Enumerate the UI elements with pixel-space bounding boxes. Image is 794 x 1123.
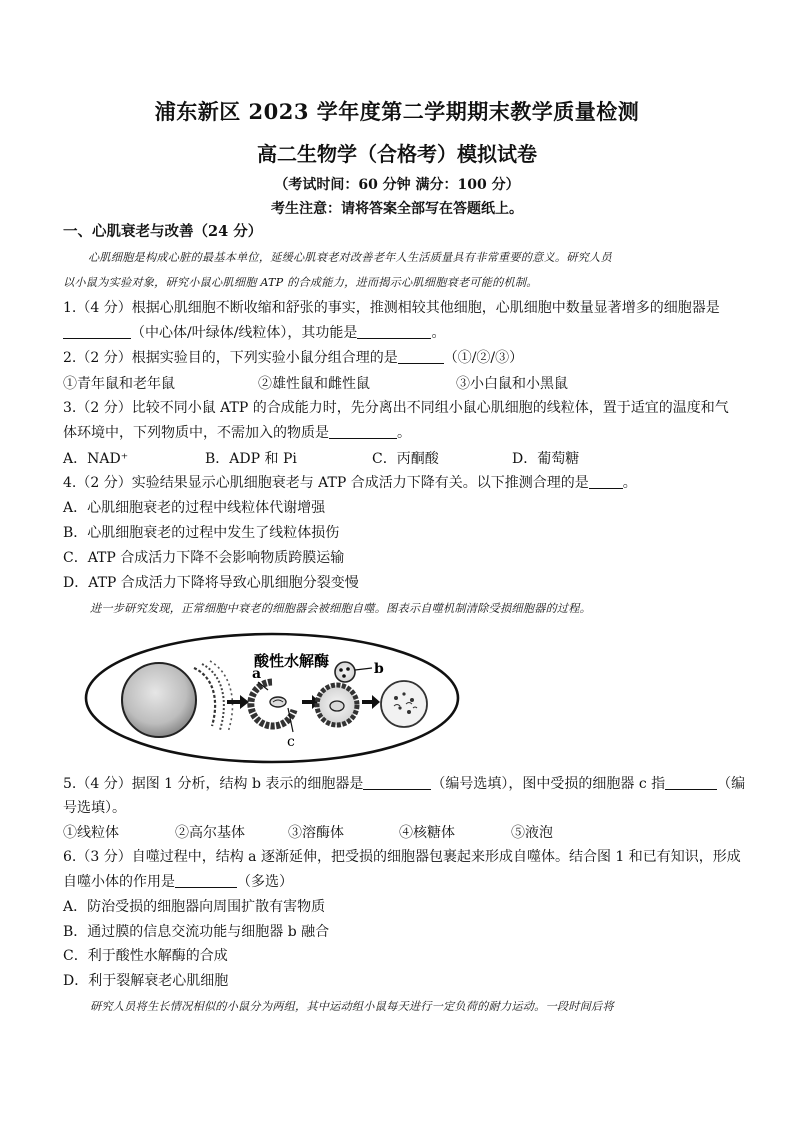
q3-option-c: C．丙酮酸 [372,451,439,467]
lysosome-b [335,662,355,682]
q3-option-b: B．ADP 和 Pi [205,451,297,467]
q5-line1 [63,774,746,794]
label-c: c [287,734,295,750]
exam-notice: 考生注意：请将答案全部写在答题纸上。 [271,201,523,217]
label-acid-hydrolase: 酸性水解酶 [254,652,330,670]
process-arrow-1 [227,695,249,709]
q2-stem [63,348,735,368]
q5-line1-mid: （编号选填），图中受损的细胞器 c 指 [431,776,666,792]
q6-option-a: A．防治受损的细胞器向周围扩散有害物质 [63,899,326,915]
q4-option-d: D．ATP 合成活力下降将导致心肌细胞分裂变慢 [63,575,359,591]
q5-blank1[interactable] [363,775,431,790]
q6-line2-text: 自噬小体的作用是 [63,874,175,890]
q4-option-a: A．心肌细胞衰老的过程中线粒体代谢增强 [63,500,326,516]
q5-option-4: ④核糖体 [399,825,455,841]
q3-blank[interactable] [329,424,397,439]
q4-blank[interactable] [589,474,623,489]
endoplasmic-reticulum [194,668,215,726]
q6-option-d: D．利于裂解衰老心肌细胞 [63,973,229,989]
autophagy-figure [82,628,464,768]
q4-option-c: C．ATP 合成活力下降不会影响物质跨膜运输 [63,550,345,566]
process-arrow-3 [362,695,380,709]
q5-line1-text: 5.（4 分）据图 1 分析，结构 b 表示的细胞器是 [63,776,364,792]
q4-stem-text: 4.（2 分）实验结果显示心肌细胞衰老与 ATP 合成活力下降有关。以下推测合理的是 [63,475,589,491]
autolysosome [381,681,427,727]
q5-option-2: ②高尔基体 [175,825,245,841]
q5-option-1: ①线粒体 [63,825,119,841]
q4-stem [63,473,735,493]
q3-line2-text: 体环境中，下列物质中，不需加入的物质是 [63,425,329,441]
q6-option-b: B．通过膜的信息交流功能与细胞器 b 融合 [63,924,330,940]
label-a: a [252,666,262,682]
section-heading: 一、心肌衰老与改善（24 分） [63,223,263,240]
q2-stem-text: 2.（2 分）根据实验目的，下列实验小鼠分组合理的是 [63,350,398,366]
q5-option-5: ⑤液泡 [511,825,553,841]
exam-subtitle: 高二生物学（合格考）模拟试卷 [257,142,537,166]
tail-intro: 研究人员将生长情况相似的小鼠分为两组，其中运动组小鼠每天进行一定负荷的耐力运动。一段时间后将 [90,1000,614,1013]
q3-line1: 3.（2 分）比较不同小鼠 ATP 的合成能力时，先分离出不同组小鼠心肌细胞的线粒体，置于适宜的温度和气 [63,400,729,416]
q5-line1-end: （编 [717,776,746,792]
q6-option-c: C．利于酸性水解酶的合成 [63,948,228,964]
nucleus [122,663,196,737]
section-intro-line1: 心肌细胞是构成心脏的最基本单位，延缓心肌衰老对改善老年人生活质量具有非常重要的意义。研究人员 [88,251,612,264]
q1-blank1[interactable] [63,324,131,339]
q2-stem-end: （①/②/③） [443,350,524,366]
q3-line2-end: 。 [397,425,411,441]
q1-line2 [63,323,735,343]
q2-option-2: ②雄性鼠和雌性鼠 [258,376,370,392]
q5-option-3: ③溶酶体 [288,825,344,841]
q6-line1: 6.（3 分）自噬过程中，结构 a 逐渐延伸，把受损的细胞器包裹起来形成自噬体。结合图 1 和已有知识，形成 [63,849,741,865]
exam-info: （考试时间：60 分钟 满分：100 分） [274,177,520,193]
q6-line2 [63,872,735,892]
section-intro-line2: 以小鼠为实验对象，研究小鼠心肌细胞 ATP 的合成能力，进而揭示心肌细胞衰老可能的机制。 [63,276,538,289]
damaged-organelle-c [270,697,286,707]
q1-line1: 1.（4 分）根据心肌细胞不断收缩和舒张的事实，推测相较其他细胞，心肌细胞中数量显著增多的细胞器是 [63,300,720,316]
q2-option-3: ③小白鼠和小黑鼠 [456,376,568,392]
q4-stem-end: 。 [622,475,637,491]
q3-option-a: A．NAD⁺ [63,451,129,467]
q3-line2 [63,423,735,443]
q2-option-1: ①青年鼠和老年鼠 [63,376,175,392]
q6-blank[interactable] [175,873,237,888]
q1-line2-mid: （中心体/叶绿体/线粒体），其功能是 [131,325,358,341]
q6-line2-end: （多选） [237,874,293,890]
q4-option-b: B．心肌细胞衰老的过程中发生了线粒体损伤 [63,525,340,541]
figure-intro: 进一步研究发现，正常细胞中衰老的细胞器会被细胞自噬。图表示自噬机制清除受损细胞器的过程。 [90,602,592,615]
q5-blank2[interactable] [665,775,717,790]
q1-blank2[interactable] [357,324,431,339]
q5-line2: 号选填）。 [63,800,126,816]
q3-option-d: D．葡萄糖 [512,451,580,467]
q1-line2-end: 。 [431,325,446,341]
q2-blank[interactable] [398,349,444,364]
exam-title: 浦东新区 2023 学年度第二学期期末教学质量检测 [154,99,640,124]
label-b: b [374,661,384,677]
